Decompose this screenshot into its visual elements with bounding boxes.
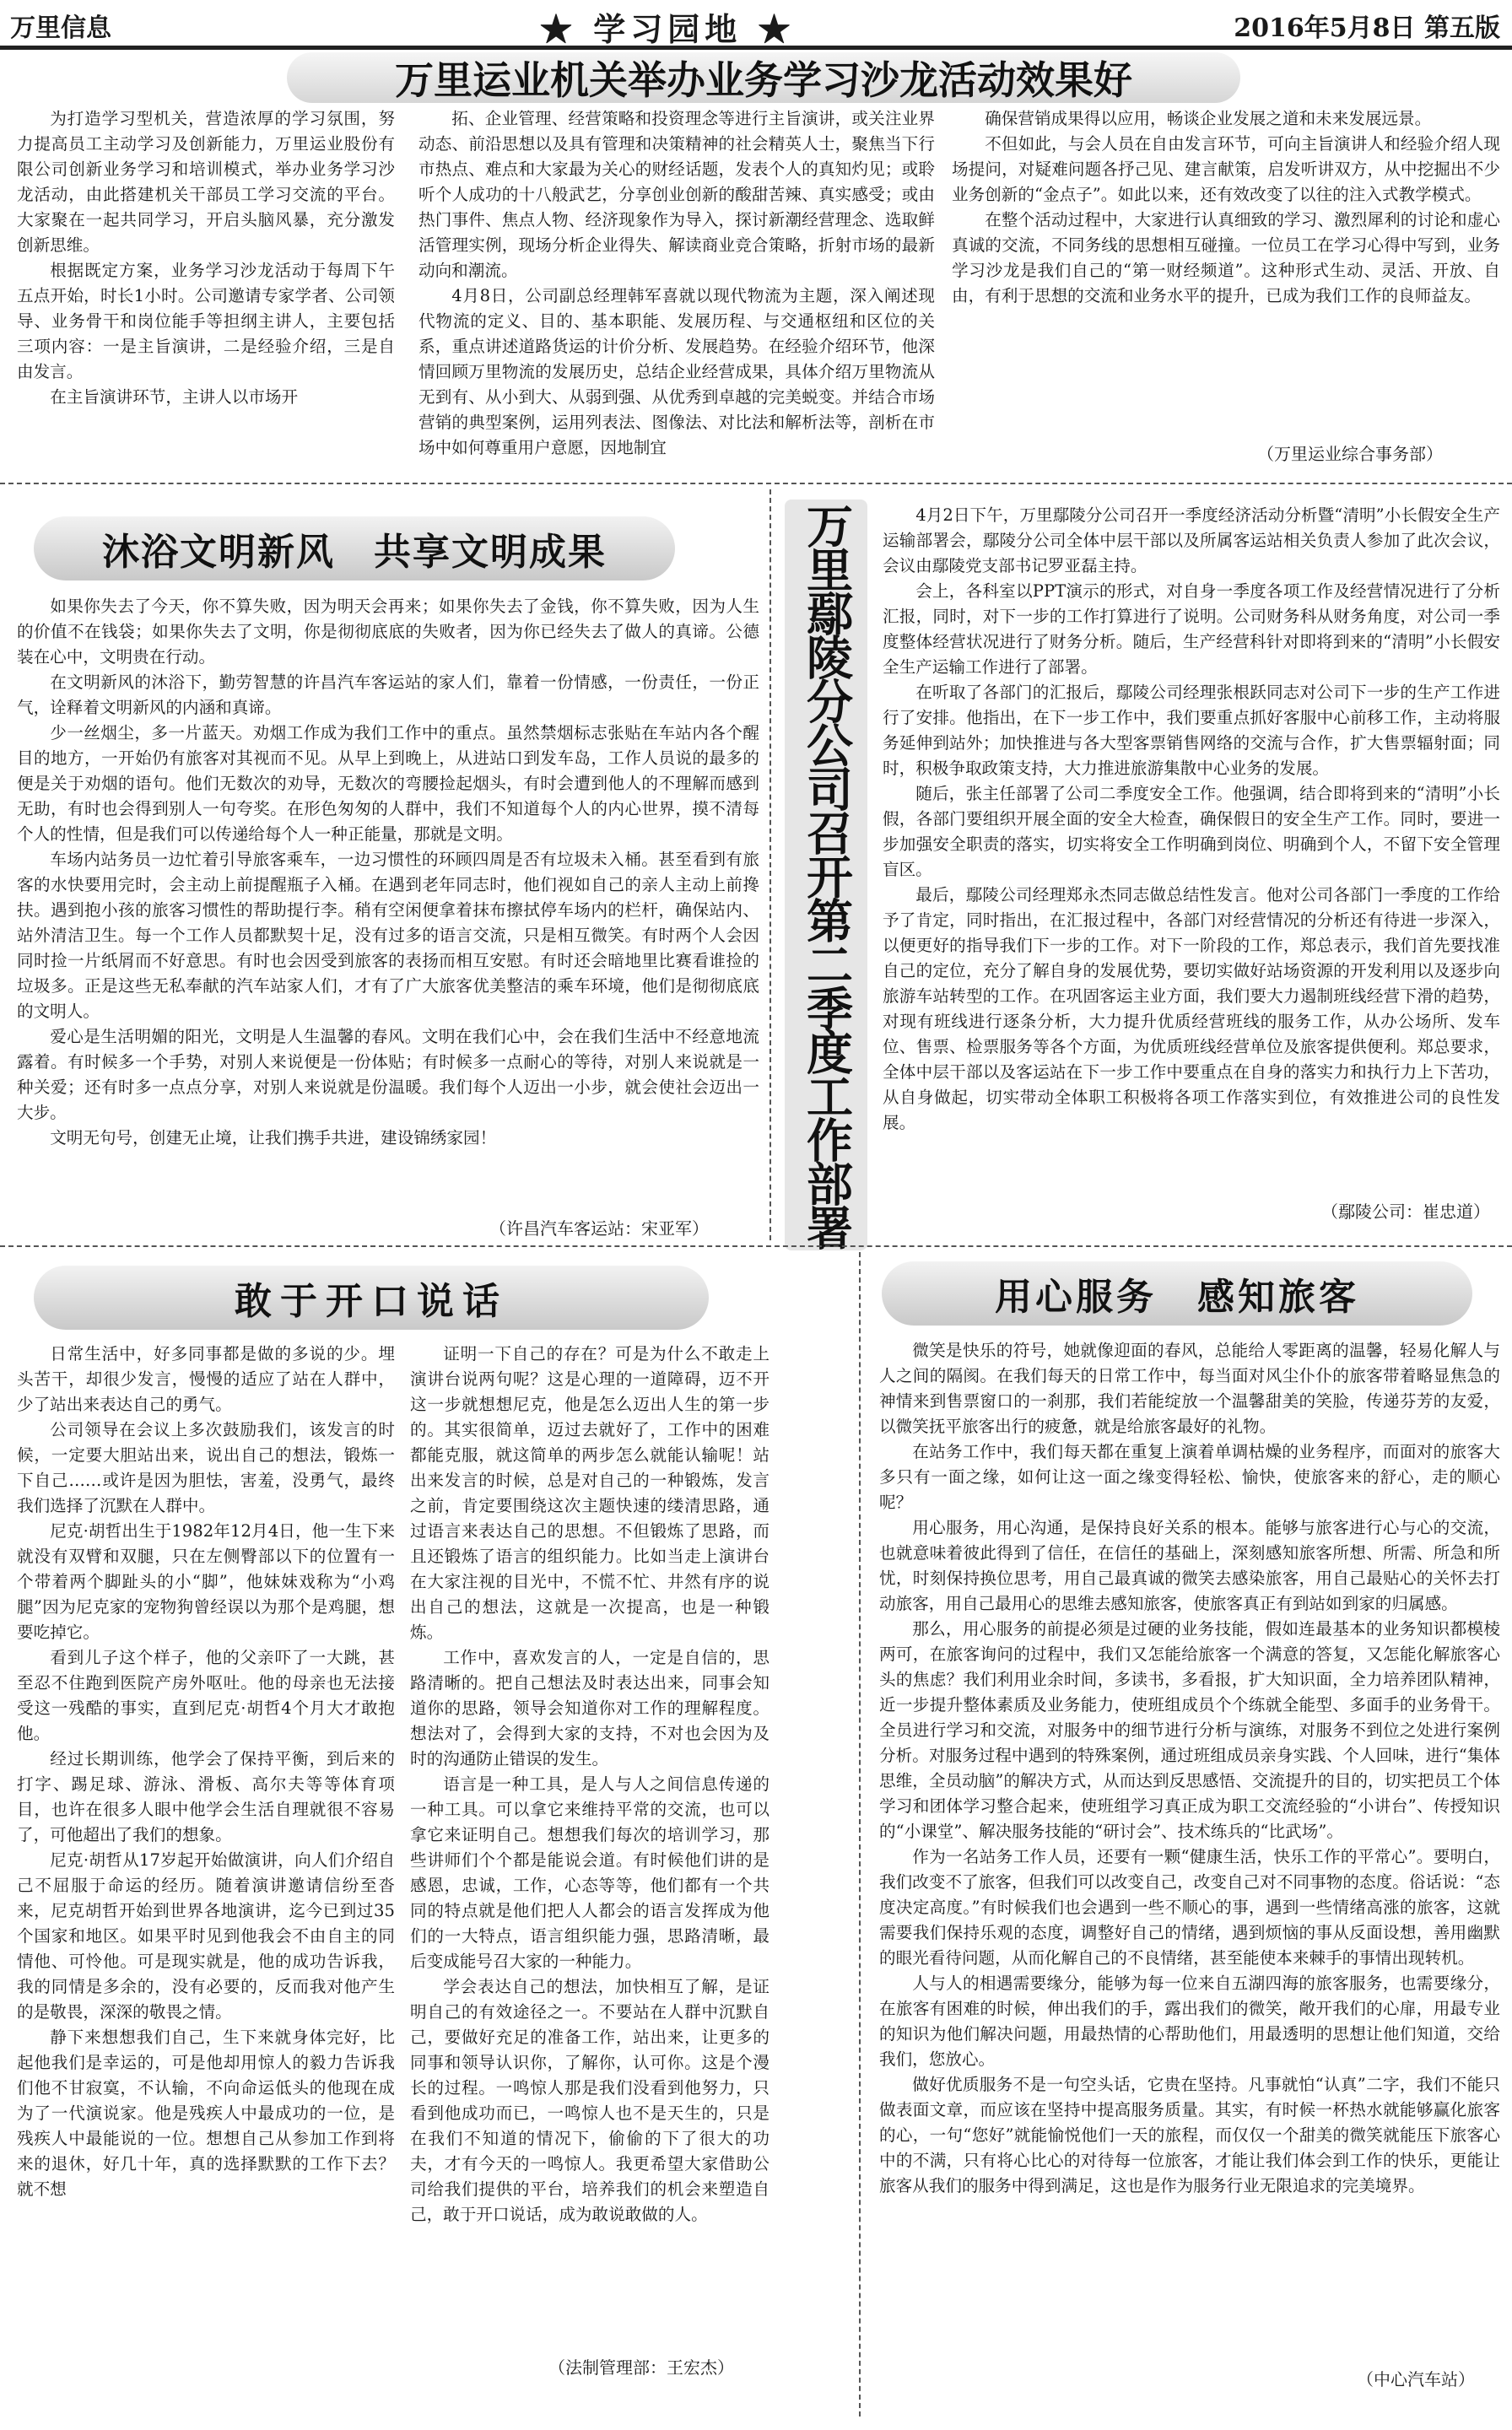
article3-signature: （鄢陵公司：崔忠道） xyxy=(1321,1202,1490,1222)
paragraph: 确保营销成果得以应用，畅谈企业发展之道和未来发展远景。 xyxy=(985,109,1432,128)
paragraph: 做好优质服务不是一句空头话，它贵在坚持。凡事就怕“认真”二字，我们不能只做表面文章，而应该在坚持中提高服务质量。其实，有时候一杯热水就能够赢化旅客的心，一句“您好”就能愉悦他们一天的旅程，而仅仅一个甜美的微笑就能压下旅客心中的不满，只有将心比心的对待每一位旅客，才能让我们体会到工作的快乐，更能让旅客从我们的服务中得到满足，这也是作为服务行业无限追求的完美境界。 xyxy=(879,2075,1500,2195)
paragraph: 车场内站务员一边忙着引导旅客乘车，一边习惯性的环顾四周是否有垃圾未入桶。甚至看到有旅客的水快要用完时，会主动上前提醒瓶子入桶。在遇到老年同志时，他们视如自己的亲人主动上前搀扶。遇到抱小孩的旅客习惯性的帮助提行李。稍有空闲便拿着抹布擦拭停车场内的栏杆，确保站内、站外清洁卫生。每一个工作人员都默契十足，没有过多的语言交流，只是相互微笑。有时两个人会因同时捡一片纸屑而不好意思。有时也会因受到旅客的表扬而相互安慰。有时还会暗地里比赛看谁捡的垃圾多。正是这些无私奉献的汽车站家人们，才有了广大旅客优美整洁的乘车环境，他们是彻彻底底的文明人。 xyxy=(17,850,759,1021)
paragraph: 随后，张主任部署了公司二季度安全工作。他强调，结合即将到来的“清明”小长假，各部门要组织开展全面的安全大检查，确保假日的安全生产工作。同时，要进一步加强安全职责的落实，切实将安全工作明确到岗位、明确到个人，不留下安全管理盲区。 xyxy=(883,784,1500,879)
issue-date: 2016年5月8日 第五版 xyxy=(1234,14,1500,43)
paragraph: 那么，用心服务的前提必须是过硬的业务技能，假如连最基本的业务知识都模棱两可，在旅客询问的过程中，我们又怎能给旅客一个满意的答复，又怎能化解旅客心头的焦虑？我们利用业余时间，多读书，多看报，扩大知识面，全力培养团队精神，近一步提升整体素质及业务能力，使班组成员个个练就全能型、多面手的业务骨干。全员进行学习和交流，对服务中的细节进行分析与演练，对服务不到位之处进行案例分析。对服务过程中遇到的特殊案例，通过班组成员亲身实践、个人回味，进行“集体思维，全员动脑”的解决方式，从而达到反思感悟、交流提升的目的，切实把员工个体学习和团体学习整合起来，使班组学习真正成为职工交流经验的“小讲台”、传授知识的“小课堂”、解决服务技能的“研讨会”、技术练兵的“比武场”。 xyxy=(879,1619,1500,1841)
paragraph: 经过长期训练，他学会了保持平衡，到后来的打字、踢足球、游泳、滑板、高尔夫等等体育项目，也许在很多人眼中他学会生活自理就很不容易了，可他超出了我们的想象。 xyxy=(17,1749,395,1844)
paragraph: 少一丝烟尘，多一片蓝天。劝烟工作成为我们工作中的重点。虽然禁烟标志张贴在车站内各个醒目的地方，一开始仍有旅客对其视而不见。从早上到晚上，从进站口到发车岛，工作人员说的最多的便是关于劝烟的语句。他们无数次的劝导，无数次的弯腰捡起烟头，有时会遭到他人的不理解而感到无助，有时也会得到别人一句夸奖。在形色匆匆的人群中，我们不知道每个人的内心世界，摸不清每个人的性情，但是我们可以传递给每个人一种正能量，那就是文明。 xyxy=(17,723,759,844)
article5-title: 用心服务 感知旅客 xyxy=(882,1261,1472,1326)
article2-title: 沐浴文明新风 共享文明成果 xyxy=(34,516,675,580)
paragraph: 看到儿子这个样子，他的父亲吓了一大跳，甚至忍不住跑到医院产房外呕吐。他的母亲也无法接受这一残酷的事实，直到尼克·胡哲4个月大才敢抱他。 xyxy=(17,1648,395,1743)
paragraph: 在听取了各部门的汇报后，鄢陵公司经理张根跃同志对公司下一步的生产工作进行了安排。他指出，在下一步工作中，我们要重点抓好客服中心前移工作，主动将服务延伸到站外；加快推进与各大型客票销售网络的交流与合作，扩大售票辐射面；同时，积极争取政策支持，大力推进旅游集散中心业务的发展。 xyxy=(883,683,1500,778)
paragraph: 学会表达自己的想法，加快相互了解，是证明自己的有效途径之一。不要站在人群中沉默自己，要做好充足的准备工作，站出来，让更多的同事和领导认识你，了解你，认可你。这是个漫长的过程。一鸣惊人那是我们没看到他努力，只看到他成功而已，一鸣惊人也不是天生的，只是在我们不知道的情况下，偷偷的下了很大的功夫，才有今天的一鸣惊人。我更希望大家借助公司给我们提供的平台，培养我们的机会来塑造自己，敢于开口说话，成为敢说敢做的人。 xyxy=(410,1977,770,2224)
masthead xyxy=(0,0,1512,50)
paragraph: 静下来想想我们自己，生下来就身体完好，比起他我们是幸运的，可是他却用惊人的毅力告诉我们他不甘寂寞，不认输，不向命运低头的他现在成为了一代演说家。他是残疾人中最成功的一位，是残疾人中最能说的一位。想想自己从参加工作到将来的退休，好几十年，真的选择默默的工作下去？就不想 xyxy=(17,2028,395,2199)
paragraph: 语言是一种工具，是人与人之间信息传递的一种工具。可以拿它来维持平常的交流，也可以拿它来证明自己。想想我们每次的培训学习，那些讲师们个个都是能说会道。有时候他们讲的是感恩，忠诚，工作，心态等等，他们都有一个共同的特点就是他们把人人都会的语言发挥成为他们的一大特点，语言组织能力强，思路清晰，最后变成能号召大家的一种能力。 xyxy=(410,1774,770,1971)
paragraph: 工作中，喜欢发言的人，一定是自信的，思路清晰的。把自己想法及时表达出来，同事会知道你的思路，领导会知道你对工作的理解程度。想法对了，会得到大家的支持，不对也会因为及时的沟通防止错误的发生。 xyxy=(410,1648,770,1768)
paragraph: 根据既定方案，业务学习沙龙活动于每周下午五点开始，时长1小时。公司邀请专家学者、公司领导、业务骨干和岗位能手等担纲主讲人，主要包括三项内容：一是主旨演讲，二是经验介绍，三是自由发言。 xyxy=(17,261,395,381)
paragraph: 在主旨演讲环节，主讲人以市场开 xyxy=(50,387,299,407)
paragraph: 尼克·胡哲出生于1982年12月4日，他一生下来就没有双臂和双腿，只在左侧臀部以下的位置有一个带着两个脚趾头的小“脚”，他妹妹戏称为“小鸡腿”因为尼克家的宠物狗曾经误以为那个是鸡腿，想要吃掉它。 xyxy=(17,1521,395,1642)
article2-body xyxy=(17,594,759,1208)
paragraph: 人与人的相遇需要缘分，能够为每一位来自五湖四海的旅客服务，也需要缘分，在旅客有困难的时候，伸出我们的手，露出我们的微笑，敞开我们的心扉，用最专业的知识为他们解决问题，用最热情的心帮助他们，用最透明的思想让他们知道，交给我们，您放心。 xyxy=(879,1974,1500,2069)
paragraph: 爱心是生活明媚的阳光，文明是人生温馨的春风。文明在我们心中，会在我们生活中不经意地流露着。有时候多一个手势，对别人来说便是一份体贴；有时候多一点耐心的等待，对别人来说就是一种关爱；还有时多一点点分享，对别人来说就是份温暖。我们每个人迈出一小步，就会使社会迈出一大步。 xyxy=(17,1027,759,1122)
paragraph: 文明无句号，创建无止境，让我们携手共进，建设锦绣家园！ xyxy=(50,1128,497,1148)
article2-signature: （许昌汽车客运站：宋亚军） xyxy=(489,1218,709,1239)
article1-column-1 xyxy=(17,106,395,494)
article1-signature: （万里运业综合事务部） xyxy=(1257,444,1443,464)
section-title: ★ 学习园地 ★ xyxy=(540,10,796,48)
article1-column-2 xyxy=(418,106,935,469)
article1-column-3 xyxy=(952,106,1500,437)
paragraph: 公司领导在会议上多次鼓励我们，该发言的时候，一定要大胆站出来，说出自己的想法，锻炼一下自己……或许是因为胆怯，害羞，没勇气，最终我们选择了沉默在人群中。 xyxy=(17,1420,395,1515)
divider xyxy=(770,489,771,1240)
article5-body xyxy=(879,1338,1500,2359)
article3-body xyxy=(883,503,1500,1193)
paragraph: 为打造学习型机关，营造浓厚的学习氛围，努力提高员工主动学习及创新能力，万里运业股份有限公司创新业务学习和培训模式，举办业务学习沙龙活动，由此搭建机关干部员工学习交流的平台。大家聚在一起共同学习，开启头脑风暴，充分激发创新思维。 xyxy=(17,109,395,255)
paragraph: 4月8日，公司副总经理韩军喜就以现代物流为主题，深入阐述现代物流的定义、目的、基本职能、发展历程、与交通枢纽和区位的关系，重点讲述道路货运的计价分析、发展趋势。在经验介绍环节，他深情回顾万里物流的发展历史，总结企业经营成果，具体介绍万里物流从无到有、从小到大、从弱到强、从优秀到卓越的完美蜕变。并结合市场营销的典型案例，运用列表法、图像法、对比法和解析法等，剖析在市场中如何尊重用户意愿，因地制宜 xyxy=(418,286,935,457)
paragraph: 作为一名站务工作人员，还要有一颗“健康生活，快乐工作的平常心”。要明白，我们改变不了旅客，但我们可以改变自己，改变自己对不同事物的态度。俗话说：“态度决定高度。”有时候我们也会遇到一些不顺心的事，遇到一些情绪高涨的旅客，这就需要我们保持乐观的态度，调整好自己的情绪，遇到烦恼的事从反面设想，善用幽默的眼光看待问题，从而化解自己的不良情绪，甚至能使本来棘手的事情出现转机。 xyxy=(879,1847,1500,1968)
paragraph: 不但如此，与会人员在自由发言环节，可向主旨演讲人和经验介绍人现场提问，对疑难问题各抒己见、建言献策，启发听讲双方，从中挖掘出不少业务创新的“金点子”。如此以来，还有效改变了以往的注入式教学模式。 xyxy=(952,134,1500,204)
paragraph: 在站务工作中，我们每天都在重复上演着单调枯燥的业务程序，而面对的旅客大多只有一面之缘，如何让这一面之缘变得轻松、愉快，使旅客来的舒心，走的顺心呢？ xyxy=(879,1442,1500,1512)
paragraph: 会上，各科室以PPT演示的形式，对自身一季度各项工作及经营情况进行了分析汇报，同时，对下一步的工作打算进行了说明。公司财务科从财务角度，对公司一季度整体经营状况进行了财务分析。随后，生产经营科针对即将到来的“清明”小长假安全生产运输工作进行了部署。 xyxy=(883,581,1500,677)
paragraph: 微笑是快乐的符号，她就像迎面的春风，总能给人零距离的温馨，轻易化解人与人之间的隔阂。在我们每天的日常工作中，每当面对风尘仆仆的旅客带着略显焦急的神情来到售票窗口的一刹那，我们若能绽放一个温馨甜美的笑脸，传递芬芳的友爱，以微笑抚平旅客出行的疲惫，就是给旅客最好的礼物。 xyxy=(879,1341,1500,1436)
paragraph: 证明一下自己的存在？可是为什么不敢走上演讲台说两句呢？这是心理的一道障碍，迈不开这一步就想想尼克，他是怎么迈出人生的第一步的。其实很简单，迈过去就好了，工作中的困难都能克服，就这简单的两步怎么就能认输呢！站出来发言的时候，总是对自己的一种锻炼，发言之前，肯定要围绕这次主题快速的缕清思路，通过语言来表达自己的思想。不但锻炼了思路，而且还锻炼了语言的组织能力。比如当走上演讲台在大家注视的目光中，不慌不忙、井然有序的说出自己的想法，这就是一次提高，也是一种锻炼。 xyxy=(410,1344,770,1642)
paragraph: 如果你失去了今天，你不算失败，因为明天会再来；如果你失去了金钱，你不算失败，因为人生的价值不在钱袋；如果你失去了文明，你是彻彻底底的失败者，因为你已经失去了做人的真谛。公德装在心中，文明贵在行动。 xyxy=(17,597,759,667)
divider xyxy=(0,1245,1512,1247)
divider xyxy=(859,1252,861,2416)
newspaper-name: 万里信息 xyxy=(10,14,111,43)
paragraph: 4月2日下午，万里鄢陵分公司召开一季度经济活动分析暨“清明”小长假安全生产运输部署会，鄢陵分公司全体中层干部以及所属客运站相关负责人参加了此次会议，会议由鄢陵党支部书记罗亚磊主持。 xyxy=(883,505,1500,575)
divider xyxy=(0,483,1512,484)
article1-title: 万里运业机关举办业务学习沙龙活动效果好 xyxy=(287,52,1240,103)
paragraph: 拓、企业管理、经营策略和投资理念等进行主旨演讲，或关注业界动态、前沿思想以及具有管理和决策精神的社会精英人士，聚焦当下行市热点、难点和大家最为关心的财经话题，发表个人的真知灼见；或聆听个人成功的十八般武艺，分享创业创新的酸甜苦辣、真实感受；或由热门事件、焦点人物、经济现象作为导入，探讨新潮经营理念、选取鲜活管理实例，现场分析企业得失、解读商业竞合策略，折射市场的最新动向和潮流。 xyxy=(418,109,935,280)
article4-column-2 xyxy=(410,1342,770,2346)
article4-title: 敢于开口说话 xyxy=(34,1266,709,1330)
article4-signature: （法制管理部：王宏杰） xyxy=(548,2357,734,2378)
paragraph: 在整个活动过程中，大家进行认真细致的学习、激烈犀利的讨论和虚心真诚的交流，不同务线的思想相互碰撞。一位员工在学习心得中写到，业务学习沙龙是我们自己的“第一财经频道”。这种形式生动、灵活、开放、自由，有利于思想的交流和业务水平的提升，已成为我们工作的良师益友。 xyxy=(952,210,1500,305)
paragraph: 在文明新风的沐浴下，勤劳智慧的许昌汽车客运站的家人们，靠着一份情感，一份责任，一份正气，诠释着文明新风的内涵和真谛。 xyxy=(17,672,759,717)
article3-title: 万里鄢陵分公司召开第二季度工作部署 xyxy=(785,500,867,1250)
paragraph: 日常生活中，好多同事都是做的多说的少。埋头苦干，却很少发言，慢慢的适应了站在人群中，少了站出来表达自己的勇气。 xyxy=(17,1344,395,1414)
article5-signature: （中心汽车站） xyxy=(1357,2369,1475,2390)
paragraph: 尼克·胡哲从17岁起开始做演讲，向人们介绍自己不屈服于命运的经历。随着演讲邀请信纷至沓来，尼克胡哲开始到世界各地演讲，迄今已到过35个国家和地区。如果平时见到他我会不由自主的同情他、可怜他。可是现实就是，他的成功告诉我，我的同情是多余的，没有必要的，反而我对他产生的是敬畏，深深的敬畏之情。 xyxy=(17,1850,395,2022)
paragraph: 用心服务，用心沟通，是保持良好关系的根本。能够与旅客进行心与心的交流，也就意味着彼此得到了信任，在信任的基础上，深刻感知旅客所想、所需、所急和所忧，时刻保持换位思考，用自己最真诚的微笑去感染旅客，用自己最贴心的关怀去打动旅客，用自己最用心的思维去感知旅客，使旅客真正有到站如到家的归属感。 xyxy=(879,1518,1500,1613)
paragraph: 最后，鄢陵公司经理郑永杰同志做总结性发言。他对公司各部门一季度的工作给予了肯定，同时指出，在汇报过程中，各部门对经营情况的分析还有待进一步深入，以便更好的指导我们下一步的工作。对下一阶段的工作，郑总表示，我们首先要找准自己的定位，充分了解自身的发展优势，要切实做好站场资源的开发利用以及逐步向旅游车站转型的工作。在巩固客运主业方面，我们要大力遏制班线经营下滑的趋势，对现有班线进行逐条分析，大力提升优质经营班线的服务工作，从办公场所、发车位、售票、检票服务等各个方面，为优质班线经营单位及旅客提供便利。郑总要求，全体中层干部以及客运站在下一步工作中要重点在自身的落实力和执行力上下苦功，从自身做起，切实带动全体职工积极将各项工作落实到位，有效推进公司的良性发展。 xyxy=(883,885,1500,1132)
article4-column-1 xyxy=(17,1342,395,2384)
